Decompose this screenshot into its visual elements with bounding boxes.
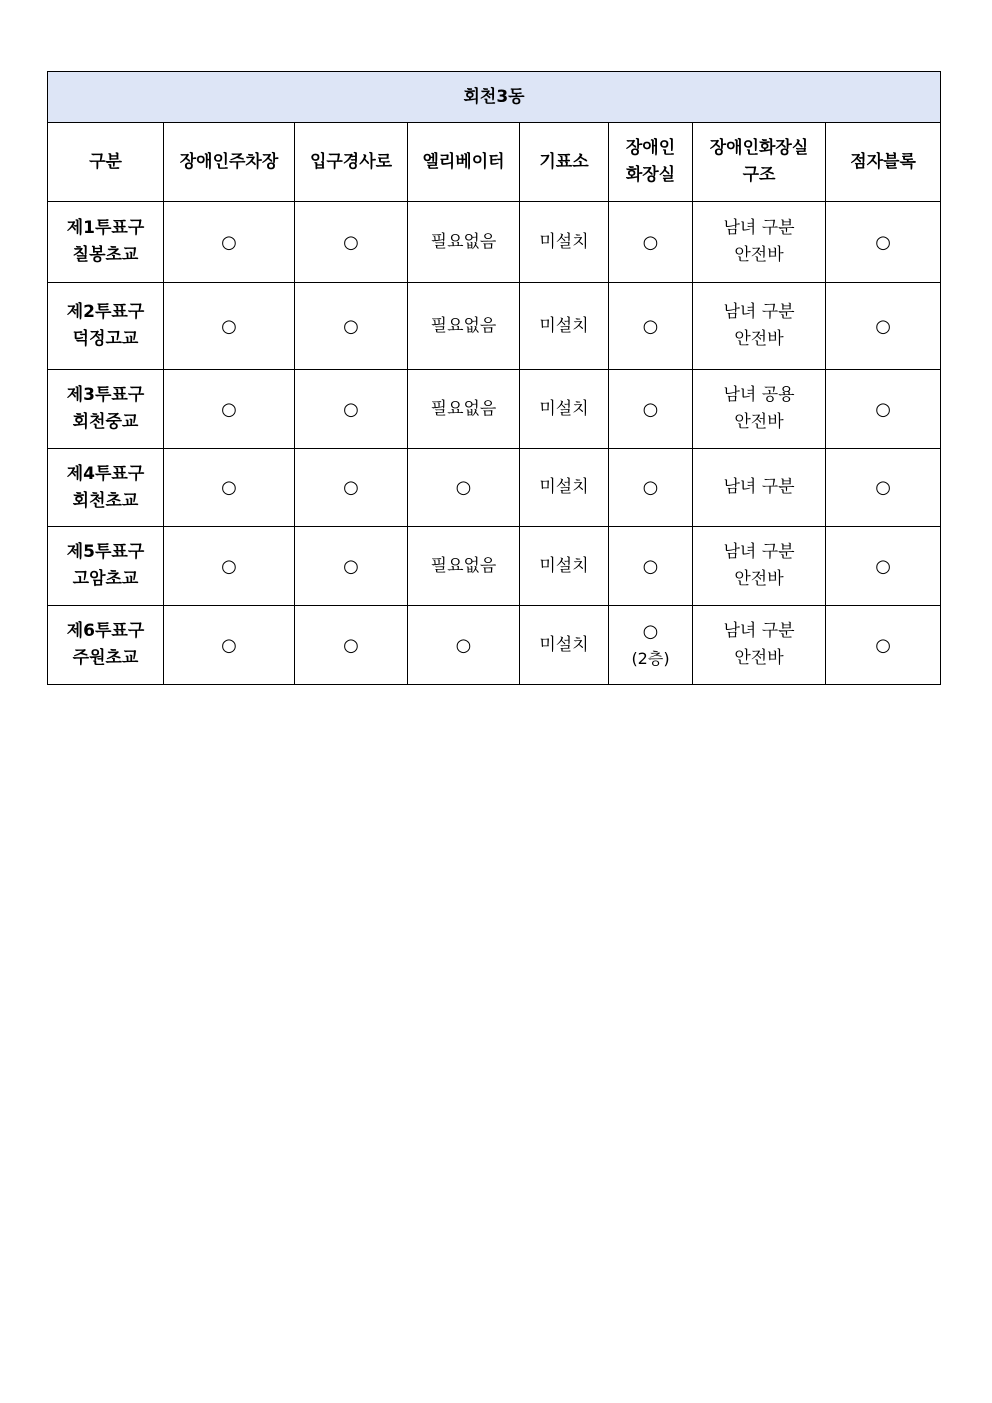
elevator-cell: 필요없음 <box>408 283 520 370</box>
parking-cell: ○ <box>164 606 295 685</box>
row-name-line2: 주원초교 <box>72 648 139 668</box>
braille-cell: ○ <box>826 527 941 606</box>
toilet-floor-note: (2층) <box>631 649 670 668</box>
table-title: 회천3동 <box>48 72 941 123</box>
booth-cell: 미설치 <box>520 370 609 449</box>
table-row <box>48 283 941 370</box>
header-row <box>48 123 941 202</box>
ramp-cell: ○ <box>295 202 408 283</box>
table-row <box>48 370 941 449</box>
braille-cell: ○ <box>826 606 941 685</box>
table-row <box>48 606 941 685</box>
row-name-cell <box>48 202 164 283</box>
structure-line1: 남녀 구분 <box>723 621 795 641</box>
structure-cell <box>693 527 826 606</box>
booth-cell: 미설치 <box>520 606 609 685</box>
structure-line1: 남녀 구분 <box>723 218 795 238</box>
row-name-line1: 제2투표구 <box>66 302 145 322</box>
structure-line1: 남녀 구분 <box>723 477 795 497</box>
header-toilet-structure <box>693 123 826 202</box>
ramp-cell: ○ <box>295 370 408 449</box>
row-name-cell <box>48 449 164 527</box>
structure-line2: 안전바 <box>734 412 784 432</box>
header-booth: 기표소 <box>520 123 609 202</box>
braille-cell: ○ <box>826 283 941 370</box>
row-name-cell <box>48 606 164 685</box>
toilet-cell <box>609 606 693 685</box>
row-name-line2: 회천중교 <box>72 412 139 432</box>
booth-cell: 미설치 <box>520 202 609 283</box>
ramp-cell: ○ <box>295 449 408 527</box>
ramp-cell: ○ <box>295 527 408 606</box>
structure-line2: 안전바 <box>734 648 784 668</box>
row-name-cell <box>48 283 164 370</box>
header-structure-line2: 구조 <box>742 165 776 185</box>
row-name-line1: 제4투표구 <box>66 463 145 484</box>
row-name-line1: 제3투표구 <box>66 385 145 405</box>
elevator-cell: 필요없음 <box>408 370 520 449</box>
header-elevator: 엘리베이터 <box>408 123 520 202</box>
structure-cell <box>693 449 826 527</box>
header-category: 구분 <box>48 123 164 202</box>
header-toilet <box>609 123 693 202</box>
booth-cell: 미설치 <box>520 283 609 370</box>
row-name-line1: 제5투표구 <box>66 542 145 562</box>
facility-table-wrapper <box>47 71 940 685</box>
header-toilet-line2: 화장실 <box>625 165 676 185</box>
structure-cell <box>693 606 826 685</box>
braille-cell: ○ <box>826 449 941 527</box>
toilet-cell: ○ <box>609 283 693 370</box>
row-name-line2: 고암초교 <box>72 569 139 589</box>
facility-table <box>47 71 941 685</box>
structure-line2: 안전바 <box>734 329 784 349</box>
row-name-line1: 제6투표구 <box>66 621 145 641</box>
toilet-cell: ○ <box>609 202 693 283</box>
booth-cell: 미설치 <box>520 527 609 606</box>
parking-cell: ○ <box>164 283 295 370</box>
parking-cell: ○ <box>164 370 295 449</box>
structure-line2: 안전바 <box>734 245 784 265</box>
header-structure-line1: 장애인화장실 <box>709 138 809 158</box>
row-name-cell <box>48 527 164 606</box>
toilet-cell: ○ <box>609 449 693 527</box>
row-name-cell <box>48 370 164 449</box>
header-toilet-line1: 장애인 <box>625 138 676 158</box>
table-row <box>48 202 941 283</box>
parking-cell: ○ <box>164 202 295 283</box>
parking-cell: ○ <box>164 449 295 527</box>
elevator-cell: ○ <box>408 449 520 527</box>
table-title-row <box>48 72 941 123</box>
row-name-line1: 제1투표구 <box>66 218 145 238</box>
braille-cell: ○ <box>826 202 941 283</box>
ramp-cell: ○ <box>295 283 408 370</box>
braille-cell: ○ <box>826 370 941 449</box>
header-ramp: 입구경사로 <box>295 123 408 202</box>
table-row <box>48 527 941 606</box>
booth-cell: 미설치 <box>520 449 609 527</box>
parking-cell: ○ <box>164 527 295 606</box>
toilet-mark: ○ <box>642 621 659 642</box>
elevator-cell: 필요없음 <box>408 527 520 606</box>
structure-cell <box>693 370 826 449</box>
elevator-cell: ○ <box>408 606 520 685</box>
row-name-line2: 칠봉초교 <box>72 245 139 265</box>
structure-cell <box>693 202 826 283</box>
structure-line1: 남녀 구분 <box>723 542 795 562</box>
toilet-cell: ○ <box>609 527 693 606</box>
table-row <box>48 449 941 527</box>
row-name-line2: 회천초교 <box>72 490 139 511</box>
structure-line1: 남녀 구분 <box>723 302 795 322</box>
elevator-cell: 필요없음 <box>408 202 520 283</box>
ramp-cell: ○ <box>295 606 408 685</box>
structure-line2: 안전바 <box>734 569 784 589</box>
structure-cell <box>693 283 826 370</box>
header-braille: 점자블록 <box>826 123 941 202</box>
row-name-line2: 덕정고교 <box>72 329 139 349</box>
header-parking: 장애인주차장 <box>164 123 295 202</box>
toilet-cell: ○ <box>609 370 693 449</box>
structure-line1: 남녀 공용 <box>723 385 795 405</box>
